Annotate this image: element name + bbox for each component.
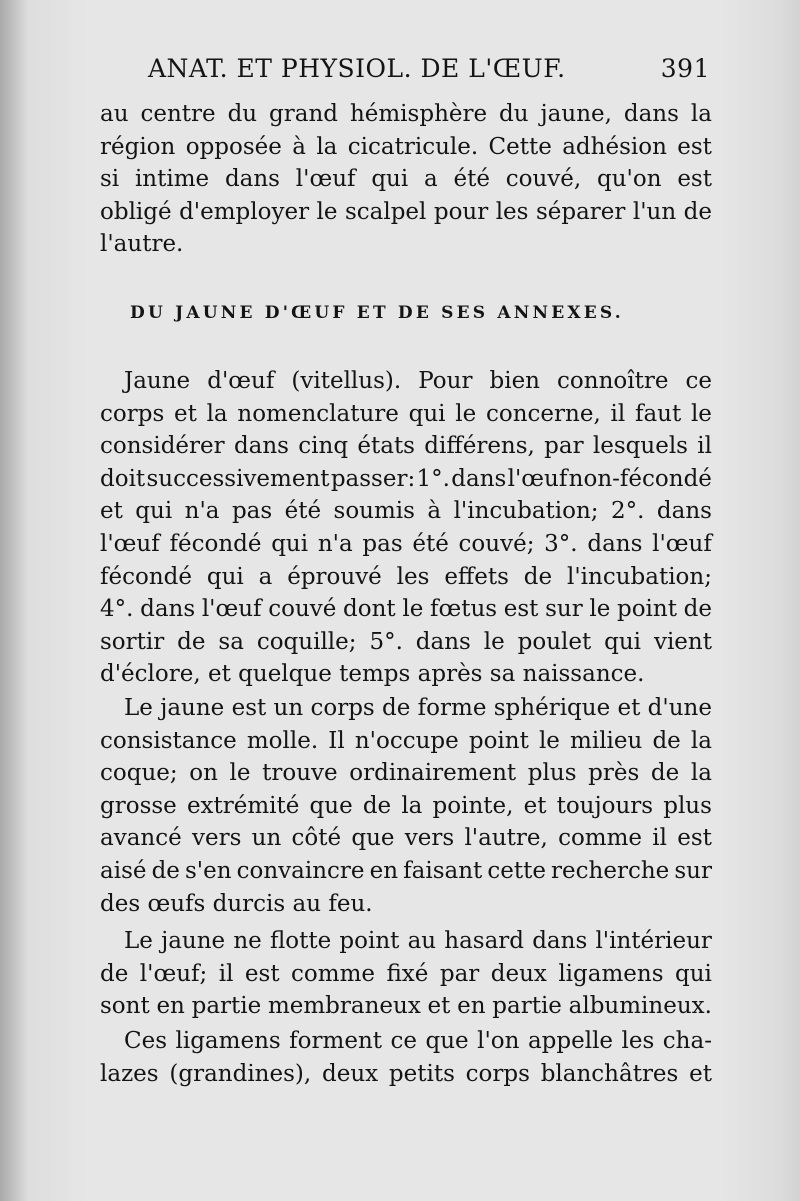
text-line: si intime dans l'œuf qui a été couvé, qu'on est xyxy=(100,166,712,193)
text-line: l'œuf fécondé qui n'a pas été couvé; 3°. dans l'œuf xyxy=(100,530,712,557)
text-line: de l'œuf; il est comme fixé par deux ligamens qui xyxy=(100,960,712,987)
text-line: considérer dans cinq états différens, par lesquels il xyxy=(100,433,712,460)
text-line: des œufs durcis au feu. xyxy=(100,890,373,917)
paragraph-3 xyxy=(100,925,712,1023)
text-line: aisé de s'en convaincre en faisant cette recherche sur xyxy=(100,857,712,884)
text-line: d'éclore, et quelque temps après sa naissance. xyxy=(100,661,645,688)
spine-shadow xyxy=(0,0,28,1201)
text-line: obligé d'employer le scalpel pour les séparer l'un de xyxy=(100,198,712,225)
text-line: Le jaune est un corps de forme sphérique et d'une xyxy=(124,695,712,721)
text-line: sortir de sa coquille; 5°. dans le poulet qui vient xyxy=(100,628,712,655)
text-line: 4°. dans l'œuf couvé dont le fœtus est sur le point de xyxy=(100,596,712,623)
text-line: doit successivement passer: 1°. dans l'œuf non-fécondé xyxy=(100,465,712,492)
paragraph-1 xyxy=(100,365,712,691)
text-line: Le jaune ne flotte point au hasard dans l'intérieur xyxy=(124,928,712,954)
text-line: fécondé qui a éprouvé les effets de l'incubation; xyxy=(100,563,712,590)
text-line: grosse extrémité que de la pointe, et toujours plus xyxy=(100,792,712,819)
paragraph-2 xyxy=(100,692,712,920)
page-number: 391 xyxy=(660,54,710,83)
running-head xyxy=(148,48,718,84)
text-line: au centre du grand hémisphère du jaune, dans la xyxy=(100,101,712,127)
text-line: avancé vers un côté que vers l'autre, comme il est xyxy=(100,825,712,852)
text-line: corps et la nomenclature qui le concerne, il faut le xyxy=(100,400,712,427)
text-line: Ces ligamens forment ce que l'on appelle les cha- xyxy=(124,1028,712,1054)
text-line: et qui n'a pas été soumis à l'incubation; 2°. dans xyxy=(100,498,712,525)
section-heading: DU JAUNE D'ŒUF ET DE SES ANNEXES. xyxy=(130,303,624,323)
paragraph-continuation xyxy=(100,98,712,261)
text-line: l'autre. xyxy=(100,231,184,258)
running-head-title: ANAT. ET PHYSIOL. DE L'ŒUF. xyxy=(148,54,566,83)
text-line: coque; on le trouve ordinairement plus près de la xyxy=(100,760,712,787)
text-line: sont en partie membraneux et en partie albumineux. xyxy=(100,993,712,1020)
text-line: lazes (grandines), deux petits corps blanchâtres et xyxy=(100,1060,712,1087)
text-line: région opposée à la cicatricule. Cette adhésion est xyxy=(100,133,712,160)
text-line: Jaune d'œuf (vitellus). Pour bien connoître ce xyxy=(124,368,712,394)
paragraph-4 xyxy=(100,1025,712,1090)
text-line: consistance molle. Il n'occupe point le milieu de la xyxy=(100,727,712,754)
